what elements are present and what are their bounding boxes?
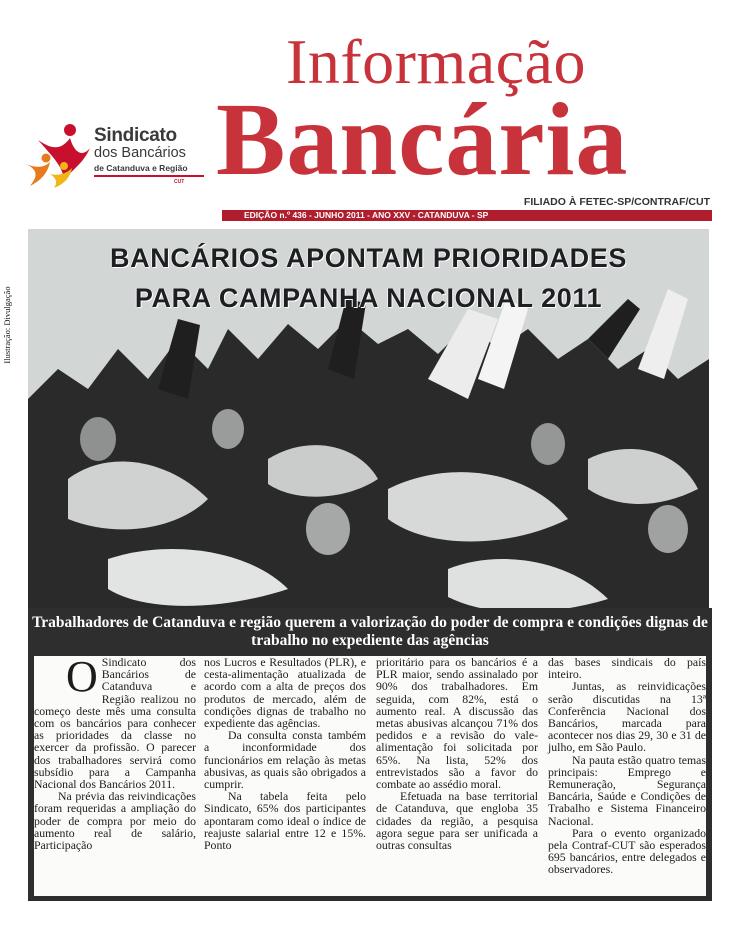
cover-photo bbox=[28, 229, 709, 617]
dropcap: O bbox=[66, 652, 98, 701]
col2-paragraph-3: Na tabela feita pelo Sindicato, 65% dos participantes apontaram como ideal o índice de reajuste salarial entre 12 e 15%. Ponto bbox=[204, 789, 366, 853]
col2-paragraph-1: nos Lucros e Resultados (PLR), e cesta-alimentação atualizada de acordo com a alta de preços dos produtos de mercado, além de condições dignas de trabalho no expediente das agências. bbox=[204, 655, 366, 731]
masthead-title-top: Informação bbox=[286, 26, 586, 97]
col4-paragraph-1: das bases sindicais do país inteiro. bbox=[548, 655, 706, 682]
col2-paragraph-2: Da consulta consta também a inconformidade dos funcionários em relação às metas abusivas, as quais são obrigados a cumprir. bbox=[204, 728, 366, 792]
union-logo bbox=[24, 118, 210, 190]
cover-headline-line1: BANCÁRIOS APONTAM PRIORIDADES bbox=[110, 243, 627, 273]
masthead-title-bottom: Bancária bbox=[216, 82, 629, 197]
col1-paragraph-1: Sindicato dos Bancários de Catanduva e Região realizou no começo deste mês uma consulta com os bancários para conhecer as prioridades da classe no exercer da profissão. O parecer dos trabalhadores servirá como subsídio para a Campanha Nacional dos Bancários 2011. bbox=[34, 655, 196, 792]
photo-credit: Ilustração: Divulgação bbox=[2, 286, 12, 364]
logo-line-bancarios: dos Bancários bbox=[94, 145, 186, 161]
article-column-1 bbox=[34, 652, 196, 853]
article-body bbox=[34, 652, 706, 896]
people-figures-icon bbox=[24, 118, 94, 190]
article-subhead: Trabalhadores de Catanduva e região querem a valorização do poder de compra e condições dignas de trabalho no expediente das agências bbox=[32, 614, 708, 649]
logo-line-sindicato: Sindicato bbox=[94, 125, 177, 146]
col1-paragraph-2: Na prévia das reivindicações foram requeridas a ampliação do poder de compra por meio do aumento real de salário, Participação bbox=[34, 789, 196, 853]
article-column-3 bbox=[376, 656, 538, 851]
col4-paragraph-2: Juntas, as reinvidicações serão discutidas na 13ª Conferência Nacional dos Bancários, marcada para acontecer nos dias 29, 30 e 31 de julho, em São Paulo. bbox=[548, 679, 706, 755]
article-column-2 bbox=[204, 656, 366, 851]
logo-divider bbox=[94, 175, 204, 177]
col3-paragraph-1: prioritário para os bancários é a PLR maior, sendo assinalado por 90% dos trabalhadores. Em seguida, com 82%, está o aumento real. A discussão das metas abusivas alcançou 71% dos pedidos e a revisão do vale-alimentação foi solicitada por 65%. Na lista, 52% dos entrevistados são a favor do combate ao assédio moral. bbox=[376, 655, 538, 792]
article-box bbox=[28, 608, 712, 901]
cover-headline-line2: PARA CAMPANHA NACIONAL 2011 bbox=[134, 283, 603, 313]
edition-info: EDIÇÃO n.º 436 - JUNHO 2011 - ANO XXV - CATANDUVA - SP bbox=[244, 210, 489, 220]
article-column-4 bbox=[548, 656, 706, 876]
col3-paragraph-2: Efetuada na base territorial de Catanduva, que engloba 35 cidades da região, a pesquisa agora segue para ser unificada a outras consultas bbox=[376, 789, 538, 853]
cut-badge: CUT bbox=[174, 179, 185, 185]
col4-paragraph-3: Na pauta estão quatro temas principais: Emprego e Remuneração, Segurança Bancária, Saúde e Condições de Trabalho e Sistema Financeiro Nacional. bbox=[548, 752, 706, 828]
col4-paragraph-4: Para o evento organizado pela Contraf-CUT são esperados 695 bancários, entre delegados e observadores. bbox=[548, 825, 706, 877]
logo-line-region: de Catanduva e Região bbox=[94, 162, 188, 173]
affiliation-line: FILIADO À FETEC-SP/CONTRAF/CUT bbox=[523, 196, 710, 208]
